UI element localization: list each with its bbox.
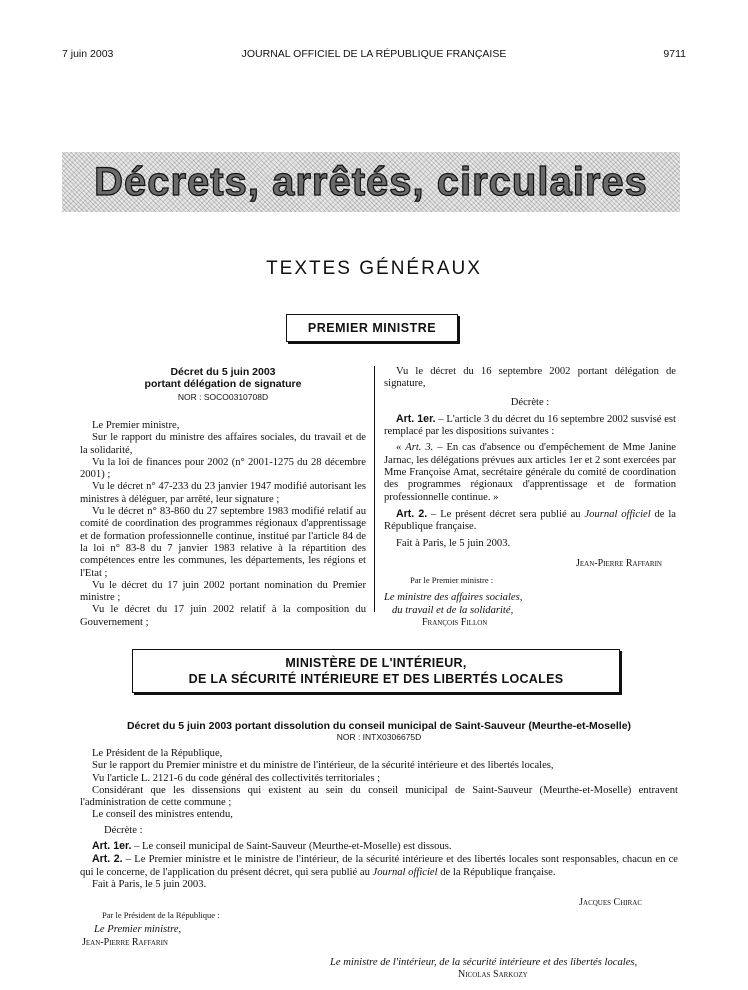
page-number: 9711 (663, 48, 686, 60)
ministry-premier-ministre (286, 314, 458, 342)
article-text: – En cas d'absence ou d'empêchement de Mme Janine Jarnac, les délégations prévues aux articles 1er et 2 sont exercées par Mme Françoise Amat, secrétaire générale du comité de coordination des programmes régionaux d'apprentissage et de formation professionnelle continue. » (384, 442, 676, 503)
decree1-left-column (80, 366, 366, 629)
decree2-para: Sur le rapport du Premier ministre et du ministre de l'intérieur, de la sécurité intérieure et des libertés locales, (92, 760, 554, 772)
column-divider (374, 366, 375, 612)
preamble-para: Vu le décret du 17 juin 2002 relatif à la composition du Gouvernement ; (80, 604, 366, 628)
preamble-para: Vu le décret du 17 juin 2002 portant nomination du Premier ministre ; (80, 579, 366, 604)
decree1-decrete: Décrète : (510, 396, 550, 408)
decree2-par: Par le Président de la République : (102, 910, 220, 921)
decree2-para: Vu l'article L. 2121-6 du code général des collectivités territoriales ; (92, 772, 381, 784)
decree2-title: Décret du 5 juin 2003 portant dissolution du conseil municipal de Saint-Sauveur (Meurthe-et-Moselle) (126, 720, 632, 732)
decree1-title-line2: portant délégation de signature (144, 378, 302, 390)
pm-title: Le Premier ministre, (94, 924, 182, 936)
article-text: – Le Premier ministre et le ministre de l'intérieur, de la sécurité intérieure et des libertés locales sont responsables, chacun en ce qui le concerne, de l'application du présent décret, qui sera publié au (80, 854, 678, 878)
article-label: Art. 1er. (92, 840, 132, 853)
journal-title: JOURNAL OFFICIEL DE LA RÉPUBLIQUE FRANÇAISE (241, 48, 507, 60)
article-label: Art. 1er. (396, 412, 436, 425)
decree2-para: Considérant que les dissensions qui existent au sein du conseil municipal de Saint-Sauveur (Meurthe-et-Moselle) entravent l'administration de cette commune ; (80, 784, 678, 809)
ministry-interieur (132, 649, 620, 693)
interior-minister-name: Nicolas Sarkozy (458, 969, 528, 981)
article-text: – L'article 3 du décret du 16 septembre 2002 susvisé est remplacé par les dispositions suivantes : (384, 413, 677, 438)
section-banner (62, 152, 680, 212)
decree1-nor: NOR : SOCO0310708D (177, 392, 269, 402)
decree2-signatory: Jacques Chirac (579, 897, 642, 909)
decree2-body (80, 748, 678, 891)
article-text: – Le présent décret sera publié au (427, 508, 585, 520)
header-date: 7 juin 2003 (62, 48, 114, 60)
journal-officiel-ref: Journal officiel (372, 866, 438, 878)
ministry-line2: DE LA SÉCURITÉ INTÉRIEURE ET DES LIBERTÉS LOCALES (188, 672, 564, 686)
preamble-para: Vu le décret n° 47-233 du 23 janvier 1947 modifié autorisant les ministres à déléguer, par arrêté, leur signature ; (80, 481, 366, 505)
preamble-para: Vu le décret n° 83-860 du 27 septembre 1983 modifié relatif au comité de coordination des programmes régionaux d'apprentissage et de formation professionnelle continue, institué par l'article 84 de la loi n° 83-8 du 7 janvier 1983 relative à la répartition des compétences entre les communes, les départements, les régions et l'Etat ; (80, 506, 366, 579)
journal-officiel-ref: Journal officiel (584, 508, 651, 520)
article-label: Art. 2. (92, 853, 123, 866)
article-text: de la République française. (437, 866, 556, 878)
preamble-para: Sur le rapport du ministre des affaires sociales, du travail et de la solidarité, (80, 432, 366, 456)
decree1-right-column (384, 366, 676, 629)
pm-name: Jean-Pierre Raffarin (82, 936, 168, 948)
minister-title-line2: du travail et de la solidarité, (392, 604, 514, 616)
decree1-fait: Fait à Paris, le 5 juin 2003. (396, 537, 511, 549)
decree2-article-2 (80, 853, 678, 879)
decree1-title-line1: Décret du 5 juin 2003 (170, 366, 276, 378)
article-text: de la République française. (384, 508, 676, 533)
decree2-decrete: Décrète : (104, 824, 143, 836)
decree2-para: Le conseil des ministres entendu, (92, 809, 233, 821)
article-text: – Le conseil municipal de Saint-Sauveur (Meurthe-et-Moselle) est dissous. (131, 841, 452, 853)
preamble-para: Vu la loi de finances pour 2002 (n° 2001-1275 du 28 décembre 2001) ; (80, 456, 366, 481)
decree2-para: Le Président de la République, (92, 748, 223, 759)
decree1-article-1 (384, 413, 676, 439)
minister-title-line1: Le ministre des affaires sociales, (384, 592, 523, 604)
decree2 (80, 720, 678, 981)
article-label: Art. 3. (405, 442, 434, 454)
decree1-par: Par le Premier ministre : (410, 575, 494, 586)
ministry-line1: MINISTÈRE DE L'INTÉRIEUR, (285, 656, 467, 670)
preamble-para: Le Premier ministre, (92, 420, 180, 431)
decree1-article-2 (384, 508, 676, 534)
decree1-article-3-quote (384, 442, 676, 503)
visa-paragraph: Vu le décret du 16 septembre 2002 portant délégation de signature, (384, 366, 676, 390)
decree2-article-1 (80, 840, 678, 853)
decree2-nor: NOR : INTX0306675D (336, 732, 422, 742)
quote-open: « (396, 442, 406, 454)
decree2-fait: Fait à Paris, le 5 juin 2003. (92, 878, 207, 890)
section-heading: TEXTES GÉNÉRAUX (266, 258, 482, 279)
ministry-label: PREMIER MINISTRE (307, 321, 437, 335)
banner-title: Décrets, arrêtés, circulaires (94, 159, 648, 204)
minister-name: François Fillon (422, 617, 488, 629)
decree1-preamble (80, 420, 366, 629)
interior-minister-title: Le ministre de l'intérieur, de la sécurité intérieure et des libertés locales, (330, 956, 638, 968)
article-label: Art. 2. (396, 507, 428, 520)
decree1-signatory: Jean-Pierre Raffarin (576, 557, 662, 569)
